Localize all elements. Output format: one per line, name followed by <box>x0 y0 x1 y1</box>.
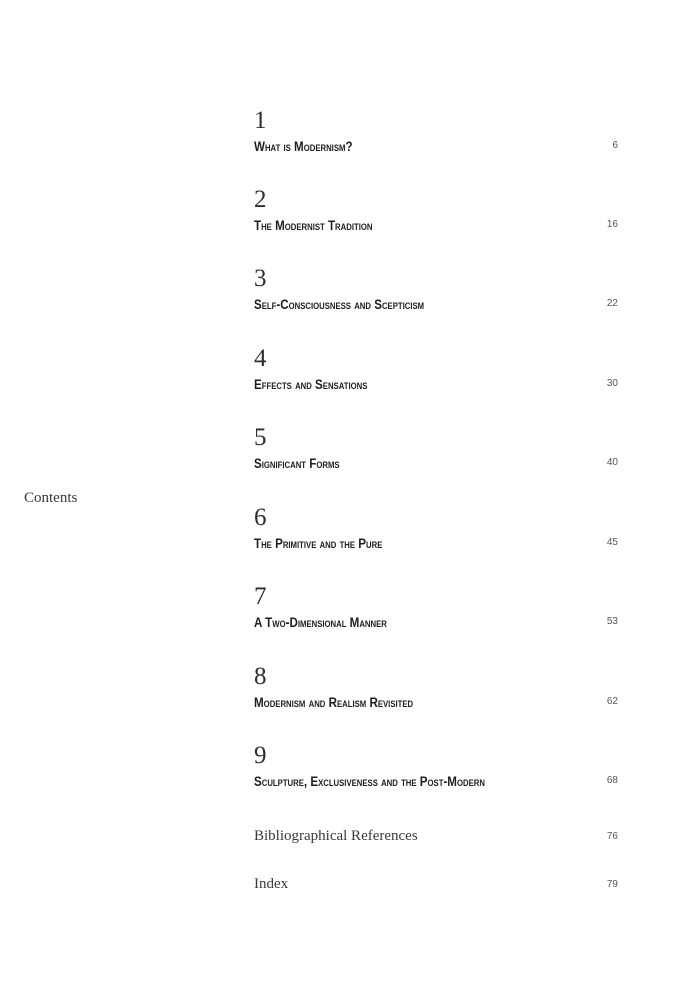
chapter-title: Self-Consciousness and Scepticism <box>254 297 425 312</box>
chapter-title: What is Modernism? <box>254 139 353 154</box>
chapter-title: Effects and Sensations <box>254 377 368 392</box>
page-number: 6 <box>612 140 618 151</box>
page-number: 45 <box>606 537 618 548</box>
toc-entry-8[interactable] <box>254 664 618 712</box>
toc-entry-7[interactable] <box>254 584 618 632</box>
toc-entry-6[interactable] <box>254 505 618 553</box>
chapter-number: 6 <box>254 504 267 531</box>
toc-entry-4[interactable] <box>254 346 618 394</box>
chapter-number: 7 <box>254 583 267 610</box>
toc-entry-2[interactable] <box>254 187 618 235</box>
chapter-number: 8 <box>254 663 267 690</box>
contents-label: Contents <box>24 490 78 506</box>
chapter-title: Significant Forms <box>254 456 340 471</box>
page-number: 30 <box>606 378 618 389</box>
page-number: 16 <box>606 219 618 230</box>
toc-entry-index[interactable] <box>254 875 618 895</box>
page-number: 79 <box>606 879 618 890</box>
page-number: 76 <box>606 831 618 842</box>
chapter-title: The Modernist Tradition <box>254 218 373 233</box>
chapter-title: Sculpture, Exclusiveness and the Post-Modern <box>254 774 485 789</box>
chapter-number: 4 <box>254 345 267 372</box>
chapter-number: 2 <box>254 186 267 213</box>
page-number: 62 <box>606 696 618 707</box>
toc-entry-3[interactable] <box>254 266 618 314</box>
chapter-number: 9 <box>254 742 267 769</box>
page-number: 53 <box>606 616 618 627</box>
page-number: 40 <box>606 457 618 468</box>
page-number: 22 <box>606 298 618 309</box>
chapter-title: The Primitive and the Pure <box>254 536 383 551</box>
toc-entry-1[interactable] <box>254 108 618 156</box>
page-number: 68 <box>606 775 618 786</box>
toc-entry-9[interactable] <box>254 743 618 791</box>
entry-title: Index <box>254 876 289 892</box>
chapter-number: 3 <box>254 265 267 292</box>
chapter-title: Modernism and Realism Revisited <box>254 695 414 710</box>
chapter-number: 5 <box>254 424 267 451</box>
toc-entry-bibliography[interactable] <box>254 827 618 847</box>
entry-title: Bibliographical References <box>254 828 418 844</box>
chapter-title: A Two-Dimensional Manner <box>254 615 387 630</box>
toc-entry-5[interactable] <box>254 425 618 473</box>
chapter-number: 1 <box>254 107 267 134</box>
